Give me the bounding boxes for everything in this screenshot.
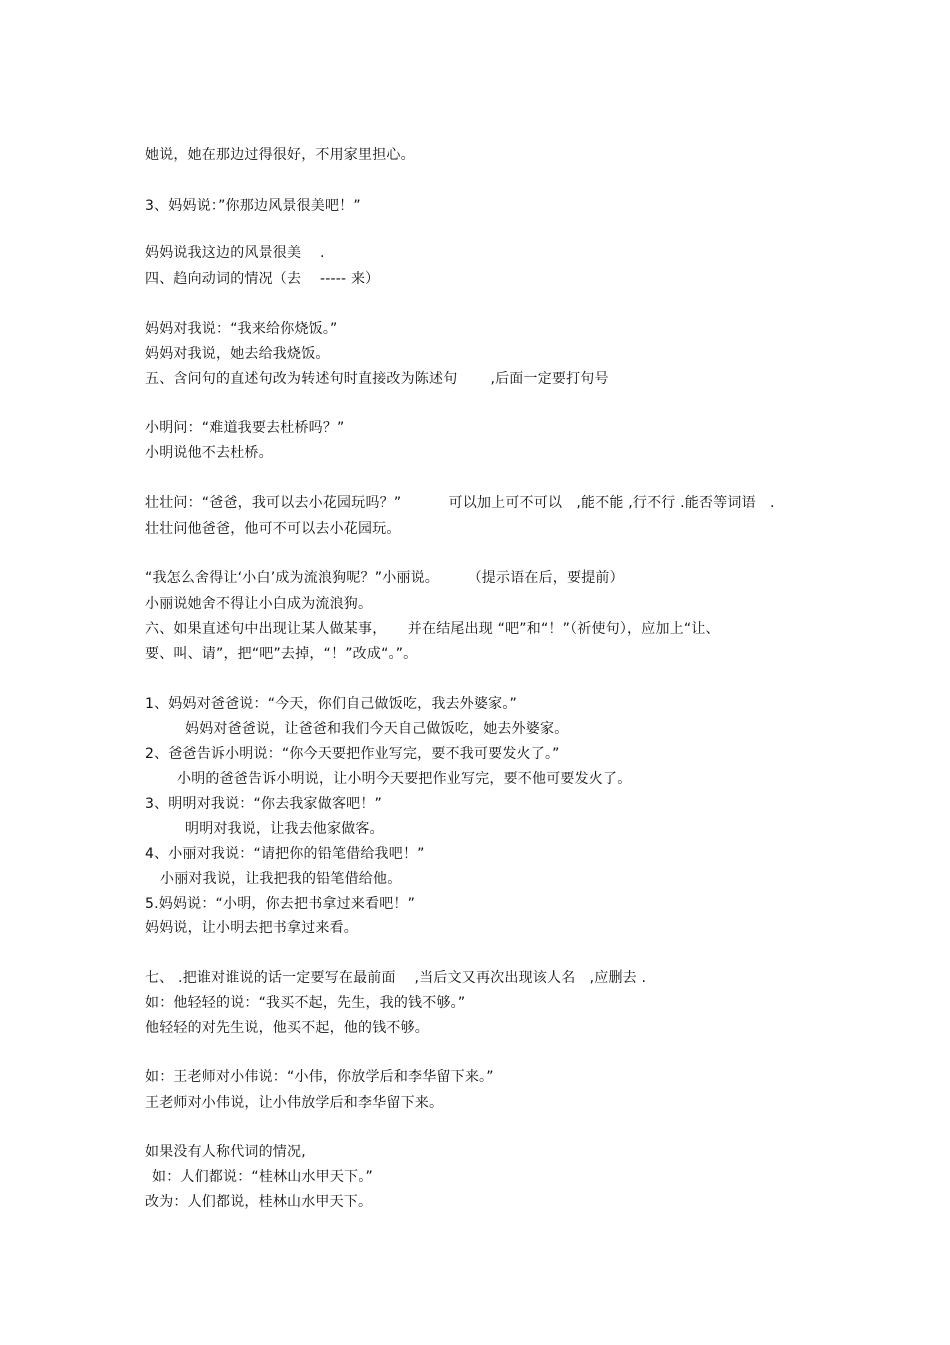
answer-line: 妈妈说，让小明去把书拿过来看。	[145, 920, 358, 936]
example-line: 1、妈妈对爸爸说：“今天，你们自己做饭吃，我去外婆家。”	[145, 696, 518, 712]
answer-line: 改为：人们都说，桂林山水甲天下。	[145, 1194, 373, 1210]
answer-line: 小明的爸爸告诉小明说，让小明今天要把作业写完，要不他可要发火了。	[177, 771, 632, 787]
text-line: 壮壮问他爸爸，他可不可以去小花园玩。	[145, 521, 401, 537]
answer-line: 明明对我说，让我去他家做客。	[185, 821, 384, 837]
text-line: 要、叫、请”，把“吧”去掉，“！”改成“。”。	[145, 646, 418, 662]
answer-line: 他轻轻的对先生说，他买不起，他的钱不够。	[145, 1020, 429, 1036]
example-line: 4、小丽对我说：“请把你的铅笔借给我吧！”	[145, 846, 425, 862]
example-line: 如：人们都说：“桂林山水甲天下。”	[152, 1169, 373, 1185]
text-line: 妈妈说我这边的风景很美 .	[145, 245, 325, 261]
example-line: 2、爸爸告诉小明说：“你今天要把作业写完，要不我可要发火了。”	[145, 746, 560, 762]
section-heading: 六、如果直述句中出现让某人做某事， 并在结尾出现 “吧”和“！”（祈使句），应加上“让、	[145, 621, 720, 637]
answer-line: 妈妈对爸爸说，让爸爸和我们今天自己做饭吃，她去外婆家。	[185, 721, 569, 737]
text-line: 妈妈对我说，她去给我烧饭。	[145, 346, 330, 362]
example-line: 如：王老师对小伟说：“小伟，你放学后和李华留下来。”	[145, 1069, 494, 1085]
text-line: 3、妈妈说：”你那边风景很美吧！”	[145, 198, 361, 214]
example-line: 5.妈妈说：“小明，你去把书拿过来看吧！”	[145, 896, 416, 912]
example-line: 如：他轻轻的说：“我买不起，先生，我的钱不够。”	[145, 995, 466, 1011]
text-line: 小丽说她舍不得让小白成为流浪狗。	[145, 596, 373, 612]
text-line: 她说，她在那边过得很好，不用家里担心。	[145, 147, 415, 163]
answer-line: 小丽对我说，让我把我的铅笔借给他。	[160, 871, 402, 887]
text-line: 如果没有人称代词的情况,	[145, 1144, 306, 1160]
answer-line: 王老师对小伟说，让小伟放学后和李华留下来。	[145, 1095, 444, 1111]
text-line: 小明问：“难道我要去杜桥吗？”	[145, 420, 345, 436]
section-heading: 四、趋向动词的情况（去 ----- 来）	[145, 271, 380, 287]
example-line: 3、明明对我说：“你去我家做客吧！”	[145, 796, 383, 812]
text-line: 妈妈对我说：“我来给你烧饭。”	[145, 321, 338, 337]
section-heading: 七、 .把谁对谁说的话一定要写在最前面 ,当后文又再次出现该人名 ,应删去 .	[145, 970, 647, 986]
section-heading: 五、含问句的直述句改为转述句时直接改为陈述句 ,后面一定要打句号	[145, 371, 609, 387]
text-line: 小明说他不去杜桥。	[145, 445, 273, 461]
text-line: “我怎么舍得让‘小白’成为流浪狗呢？”小丽说。 （提示语在后，要提前）	[145, 570, 624, 586]
text-line: 壮壮问：“爸爸，我可以去小花园玩吗？” 可以加上可不可以 ,能不能 ,行不行 .能否等词语 .	[145, 495, 775, 511]
